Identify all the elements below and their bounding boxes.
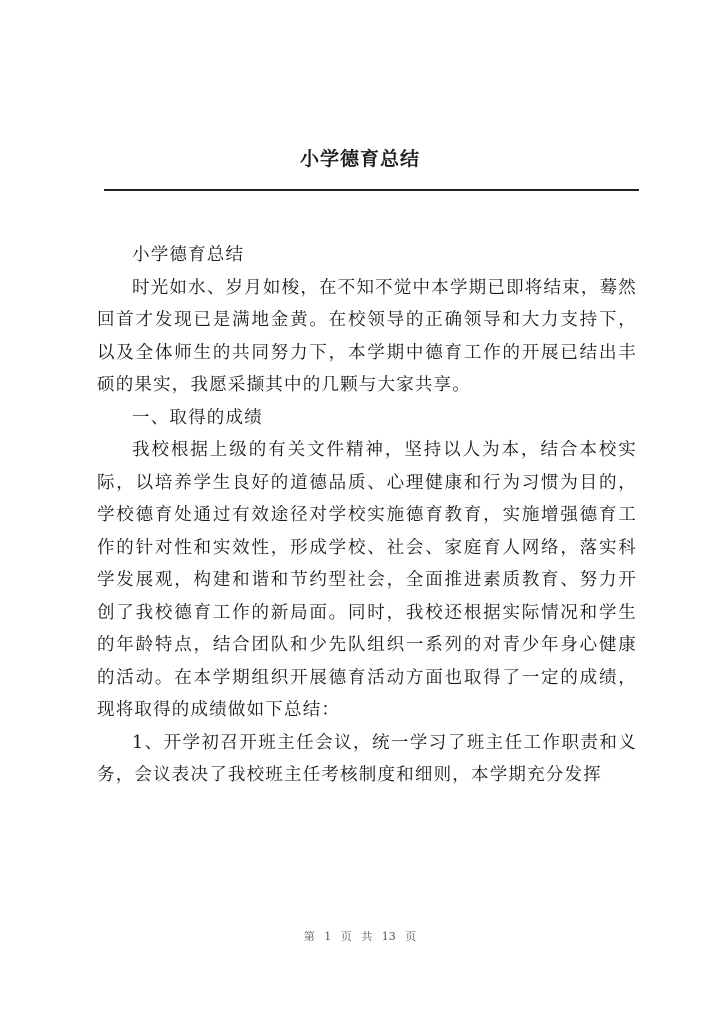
- section-heading: 一、取得的成绩: [132, 407, 263, 428]
- paragraph-intro: 时光如水、岁月如梭，在不知不觉中本学期已即将结束，蓦然回首才发现已是满地金黄。在校领导的正确领导和大力支持下，以及全体师生的共同努力下，本学期中德育工作的开展已结出丰硕的果实，我愿采撷其中的几颗与大家共享。: [97, 277, 637, 395]
- document-title: 小学德育总结: [299, 148, 420, 170]
- page-footer: 第 1 页 共 13 页: [303, 930, 417, 943]
- paragraph-heading: 小学德育总结: [132, 245, 245, 265]
- title-divider: [104, 189, 639, 191]
- paragraph-item-1: 1、开学初召开班主任会议，统一学习了班主任工作职责和义务，会议表决了我校班主任考核制度和细则，本学期充分发挥: [97, 732, 637, 785]
- document-body: [97, 239, 637, 792]
- paragraph-achievements: 我校根据上级的有关文件精神，坚持以人为本，结合本校实际，以培养学生良好的道德品质、心理健康和行为习惯为目的，学校德育处通过有效途径对学校实施德育教育，实施增强德育工作的针对性和实效性，形成学校、社会、家庭育人网络，落实科学发展观，构建和谐和节约型社会，全面推进素质教育、努力开创了我校德育工作的新局面。同时，我校还根据实际情况和学生的年龄特点，结合团队和少先队组织一系列的对青少年身心健康的活动。在本学期组织开展德育活动方面也取得了一定的成绩，现将取得的成绩做如下总结：: [97, 440, 637, 720]
